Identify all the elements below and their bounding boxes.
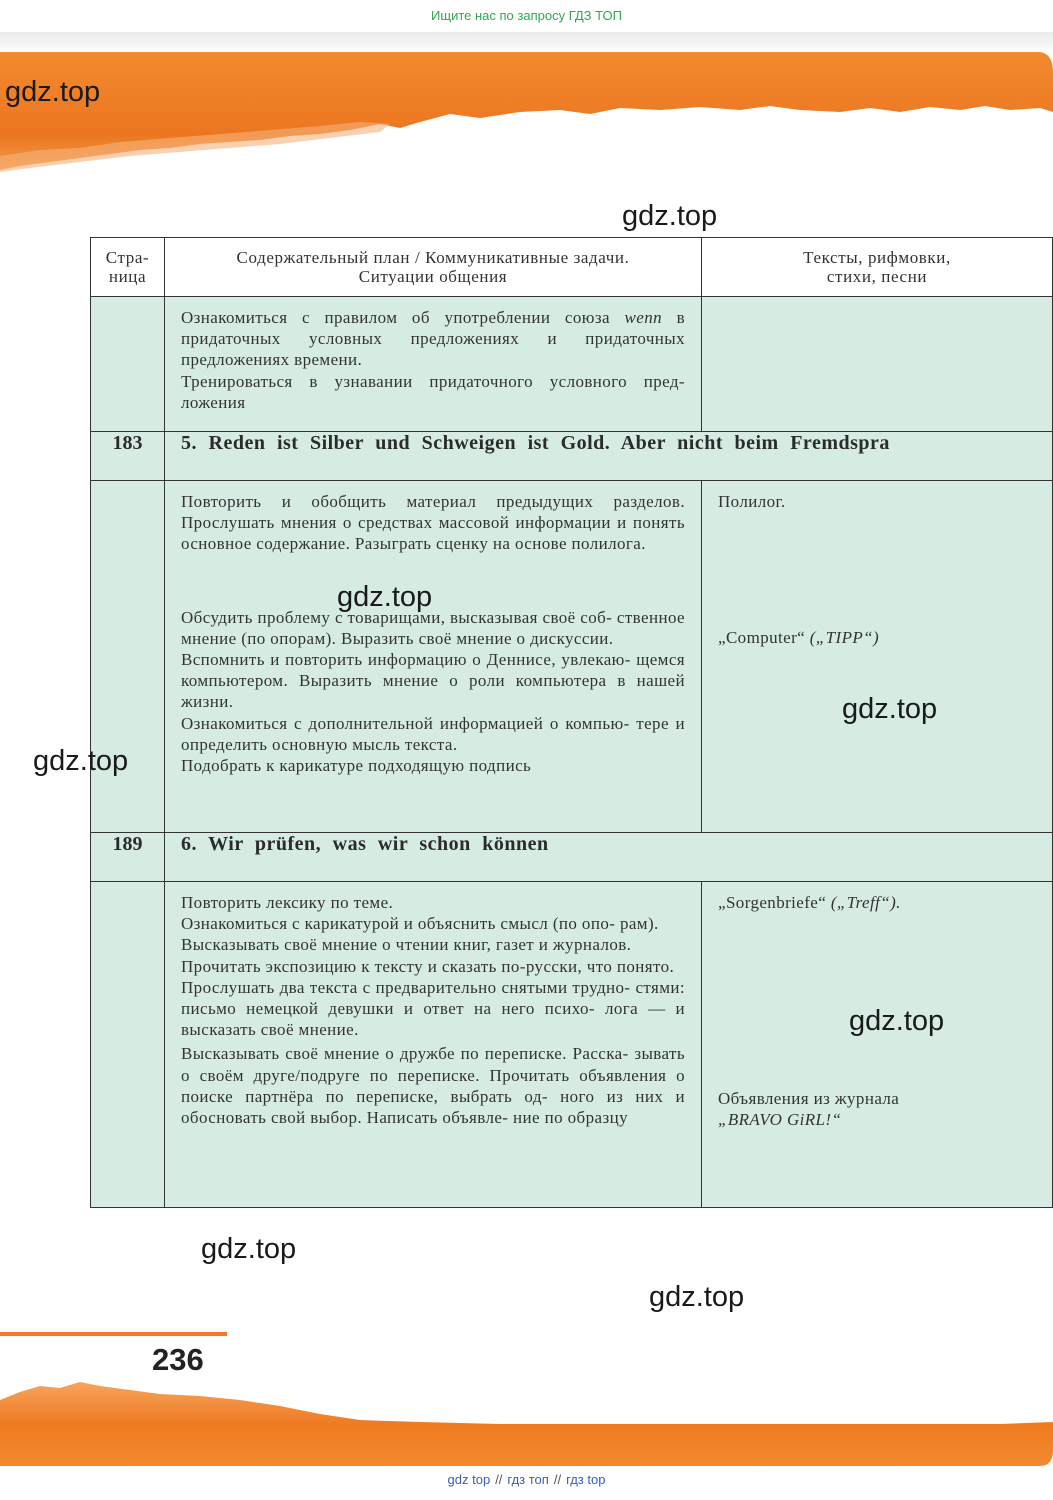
plan-text: в придаточных условных предложениях и придаточных предложениях времени. <box>181 308 686 370</box>
texts-item-italic: „BRAVO GiRL!“ <box>718 1110 842 1130</box>
plan-text: Ознакомиться с правилом об употреблении союза <box>181 308 610 327</box>
texts-item: Полилог. <box>718 492 786 511</box>
watermark: gdz.top <box>649 1281 745 1313</box>
link-separator: // <box>553 1472 562 1487</box>
watermark: gdz.top <box>201 1233 297 1265</box>
section-row <box>91 432 1053 481</box>
plan-cell <box>165 882 702 1208</box>
top-banner: Ищите нас по запросу ГДЗ ТОП <box>431 8 622 23</box>
watermark: gdz.top <box>842 693 938 725</box>
plan-text: Высказывать своё мнение о чтении книг, газет и журналов. <box>181 935 632 955</box>
section-title: 6. Wir prüfen, was wir schon können <box>165 833 1053 882</box>
watermark: gdz.top <box>849 1005 945 1037</box>
bottom-link[interactable]: гдз топ <box>507 1472 549 1487</box>
table-row <box>91 882 1053 1208</box>
table-row <box>91 481 1053 833</box>
texts-cell <box>702 481 1053 833</box>
plan-text: Ознакомиться с дополнительной информацией о компью- тере и определить основную мысль текста. <box>181 713 685 754</box>
texts-cell <box>702 297 1053 432</box>
watermark: gdz.top <box>33 745 129 777</box>
section-title: 5. Reden ist Silber und Schweigen ist Gold. Aber nicht beim Fremdspra <box>165 432 1053 481</box>
section-page-number: 183 <box>91 432 165 481</box>
header-page-cell <box>91 238 165 297</box>
header-text: Ситуации общения <box>358 267 508 286</box>
link-separator: // <box>495 1472 503 1487</box>
texts-item: Объявления из журнала <box>718 1089 900 1109</box>
page-cell <box>91 297 165 432</box>
header-text: Содержательный план / Коммуникативные задачи. <box>236 248 630 267</box>
top-shade <box>0 32 1053 54</box>
texts-item: „Computer“ <box>718 628 806 648</box>
page-number: 236 <box>152 1342 204 1377</box>
page-cell <box>91 481 165 833</box>
section-row <box>91 833 1053 882</box>
header-texts-cell <box>702 238 1053 297</box>
watermark: gdz.top <box>622 200 718 232</box>
texts-item: „Sorgenbriefe“ <box>718 893 827 912</box>
header-orange-band <box>0 52 1053 182</box>
watermark: gdz.top <box>5 76 101 108</box>
texts-item-italic: („Treff“). <box>830 893 901 912</box>
header-text: Стра- <box>105 248 150 267</box>
plan-text: Вспомнить и повторить информацию о Деннисе, увлекаю- щемся компьютером. Выразить мнение о роли компьютера в нашей жизни. <box>181 650 685 712</box>
plan-text-italic: wenn <box>624 308 662 327</box>
header-plan-cell <box>165 238 702 297</box>
plan-text: Прочитать экспозицию к тексту и сказать по-русски, что понято. <box>181 956 675 976</box>
section-page-number: 189 <box>91 833 165 882</box>
plan-text: Повторить и обобщить материал предыдущих разделов. Прослушать мнения о средствах массовой информации и понять основное содержание. Разыграть сценку на основе полилога. <box>181 492 685 554</box>
bottom-link[interactable]: гдз top <box>566 1472 606 1487</box>
plan-text: Прослушать два текста с предварительно снятыми трудно- стями: письмо немецкой девушки и ответ на него психо- лога — и высказать своё мнение. <box>181 977 685 1040</box>
texts-cell <box>702 882 1053 1208</box>
plan-text: Подобрать к карикатуре подходящую подпись <box>181 756 532 776</box>
bottom-link[interactable]: gdz top <box>447 1472 491 1487</box>
table-header-row <box>91 238 1053 297</box>
plan-text: Тренироваться в узнавании придаточного условного пред- ложения <box>181 371 685 412</box>
table-row <box>91 297 1053 432</box>
plan-text: Высказывать своё мнение о дружбе по переписке. Расска- зывать о своём друге/подруге по переписке. Прочитать объявления о поиске партнёра по переписке, выбрать од- ного из них и обосновать свой выбор. Написать объявле- ние по образцу <box>181 1044 685 1128</box>
plan-cell <box>165 297 702 432</box>
plan-cell <box>165 481 702 833</box>
watermark: gdz.top <box>337 581 433 613</box>
plan-text: Обсудить проблему с товарищами, высказывая своё соб- ственное мнение (по опорам). Выразить своё мнение о дискуссии. <box>181 607 685 648</box>
plan-text: Повторить лексику по теме. <box>181 893 394 912</box>
plan-text: Ознакомиться с карикатурой и объяснить смысл (по опо- рам). <box>181 914 659 934</box>
header-text: Тексты, рифмовки, <box>803 248 951 267</box>
bottom-links <box>0 1472 1053 1487</box>
page-cell <box>91 882 165 1208</box>
texts-item-italic: („TIPP“) <box>809 628 880 648</box>
header-text: ница <box>108 267 147 286</box>
header-text: стихи, песни <box>826 267 928 286</box>
